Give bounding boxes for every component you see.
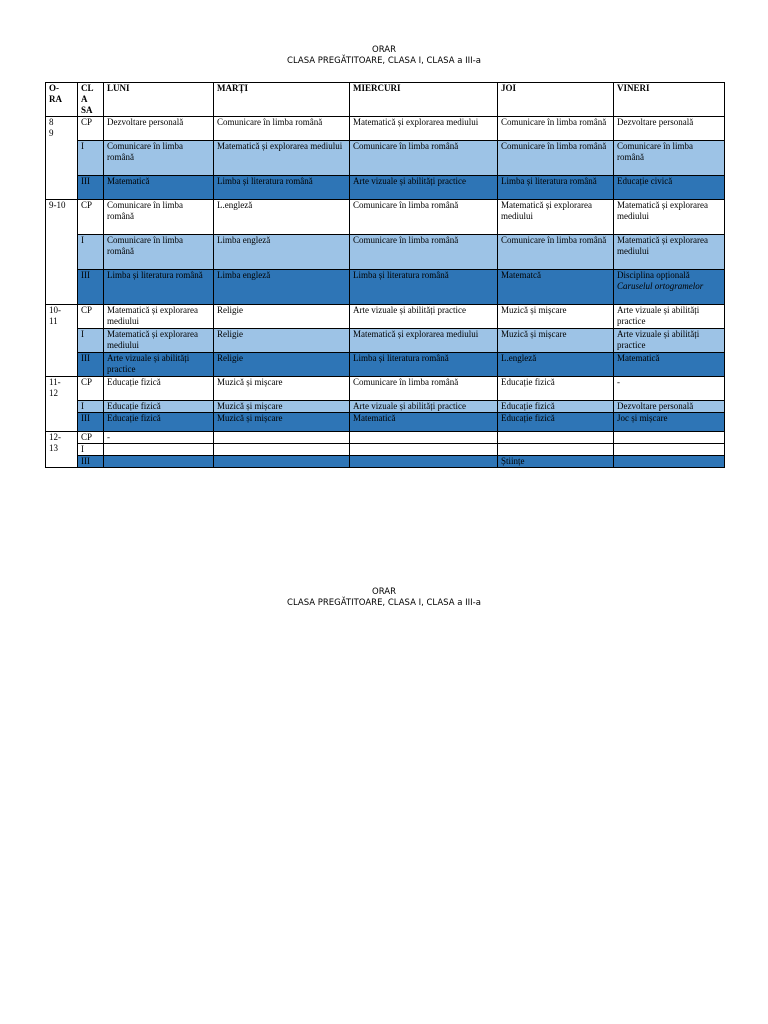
schedule-cell: Educație civică xyxy=(614,176,725,200)
ora-cell: 8 9 xyxy=(46,117,78,200)
header-miercuri: MIERCURI xyxy=(350,83,498,117)
schedule-cell: Matematică xyxy=(104,176,214,200)
schedule-cell: Matematică și explorarea mediului xyxy=(350,117,498,141)
table-row xyxy=(46,235,725,270)
optional-discipline-cell xyxy=(614,270,725,305)
schedule-cell: Matematică și explorarea mediului xyxy=(104,329,214,353)
schedule-cell: Educație fizică xyxy=(498,377,614,401)
title-line-1: ORAR xyxy=(372,587,396,597)
schedule-cell: Educație fizică xyxy=(498,413,614,432)
schedule-cell: Matematică și explorarea mediului xyxy=(614,200,725,235)
schedule-cell: Religie xyxy=(214,329,350,353)
schedule-cell: Arte vizuale și abilități practice xyxy=(614,305,725,329)
table-row xyxy=(46,377,725,401)
ora-cell: 9-10 xyxy=(46,200,78,305)
title-line-2: CLASA PREGĂTITOARE, CLASA I, CLASA a III-a xyxy=(287,598,481,608)
page-title-bottom xyxy=(0,587,768,609)
clasa-cell: III xyxy=(78,353,104,377)
schedule-cell xyxy=(498,432,614,444)
table-row xyxy=(46,353,725,377)
table-row xyxy=(46,444,725,456)
schedule-cell: Arte vizuale și abilități practice xyxy=(350,305,498,329)
schedule-cell: Muzică și mișcare xyxy=(498,329,614,353)
schedule-cell: Comunicare în limba română xyxy=(214,117,350,141)
schedule-cell: Religie xyxy=(214,305,350,329)
schedule-cell: Muzică și mișcare xyxy=(214,401,350,413)
schedule-cell xyxy=(350,432,498,444)
schedule-cell: Dezvoltare personală xyxy=(614,401,725,413)
schedule-cell: Arte vizuale și abilități practice xyxy=(350,176,498,200)
clasa-cell: I xyxy=(78,401,104,413)
schedule-cell: Matematică și explorarea mediului xyxy=(104,305,214,329)
clasa-cell: CP xyxy=(78,432,104,444)
schedule-cell xyxy=(214,444,350,456)
schedule-cell xyxy=(214,456,350,468)
clasa-cell: I xyxy=(78,235,104,270)
schedule-cell: Matematică xyxy=(614,353,725,377)
schedule-cell: Comunicare în limba română xyxy=(498,141,614,176)
schedule-cell: Joc și mișcare xyxy=(614,413,725,432)
schedule-cell: Matematică și explorarea mediului xyxy=(350,329,498,353)
header-row xyxy=(46,83,725,117)
clasa-cell: III xyxy=(78,176,104,200)
table-row xyxy=(46,413,725,432)
schedule-cell: Matematică și explorarea mediului xyxy=(614,235,725,270)
clasa-cell: CP xyxy=(78,305,104,329)
table-row xyxy=(46,200,725,235)
schedule-cell: Dezvoltare personală xyxy=(614,117,725,141)
table-row xyxy=(46,305,725,329)
schedule-cell: Arte vizuale și abilități practice xyxy=(104,353,214,377)
header-ora: O- RA xyxy=(46,83,78,117)
schedule-cell: Matematică și explorarea mediului xyxy=(498,200,614,235)
schedule-cell: Comunicare în limba română xyxy=(614,141,725,176)
clasa-cell: CP xyxy=(78,377,104,401)
schedule-cell: Limba și literatura română xyxy=(214,176,350,200)
schedule-cell: Comunicare în limba română xyxy=(350,200,498,235)
schedule-cell: Educație fizică xyxy=(104,413,214,432)
schedule-cell: Educație fizică xyxy=(104,401,214,413)
header-vineri: VINERI xyxy=(614,83,725,117)
schedule-cell: Arte vizuale și abilități practice xyxy=(614,329,725,353)
table-row xyxy=(46,401,725,413)
schedule-cell: Limba și literatura română xyxy=(350,270,498,305)
schedule-cell: Religie xyxy=(214,353,350,377)
schedule-cell: Științe xyxy=(498,456,614,468)
optional-discipline-name: Caruselul ortogramelor xyxy=(617,281,704,291)
table-row xyxy=(46,432,725,444)
clasa-cell: CP xyxy=(78,117,104,141)
table-row xyxy=(46,117,725,141)
schedule-cell: Limba și literatura română xyxy=(350,353,498,377)
title-line-2: CLASA PREGĂTITOARE, CLASA I, CLASA a III-a xyxy=(287,56,481,66)
header-clasa: CL A SA xyxy=(78,83,104,117)
timetable xyxy=(45,82,725,468)
clasa-cell: III xyxy=(78,456,104,468)
clasa-cell: III xyxy=(78,270,104,305)
schedule-cell: Comunicare în limba română xyxy=(104,235,214,270)
schedule-cell: Comunicare în limba română xyxy=(498,117,614,141)
title-line-1: ORAR xyxy=(372,45,396,55)
schedule-cell: Limba și literatura română xyxy=(104,270,214,305)
optional-discipline-label: Disciplina opțională xyxy=(617,270,690,280)
clasa-cell: III xyxy=(78,413,104,432)
schedule-cell: Matematică și explorarea mediului xyxy=(214,141,350,176)
ora-cell: 10- 11 xyxy=(46,305,78,377)
header-marti: MARȚI xyxy=(214,83,350,117)
schedule-cell: L.engleză xyxy=(498,353,614,377)
schedule-cell xyxy=(614,456,725,468)
schedule-cell: Matematică xyxy=(350,413,498,432)
schedule-cell xyxy=(498,444,614,456)
table-row xyxy=(46,270,725,305)
table-row xyxy=(46,176,725,200)
schedule-cell: Comunicare în limba română xyxy=(350,377,498,401)
schedule-cell xyxy=(104,456,214,468)
schedule-cell: Educație fizică xyxy=(498,401,614,413)
schedule-cell: Muzică și mișcare xyxy=(214,377,350,401)
ora-cell: 11- 12 xyxy=(46,377,78,432)
schedule-cell: Matematcă xyxy=(498,270,614,305)
table-row xyxy=(46,329,725,353)
clasa-cell: I xyxy=(78,444,104,456)
schedule-cell: Comunicare în limba română xyxy=(350,235,498,270)
schedule-cell: Limba și literatura română xyxy=(498,176,614,200)
table-row xyxy=(46,456,725,468)
schedule-cell: L.engleză xyxy=(214,200,350,235)
schedule-cell xyxy=(350,456,498,468)
schedule-cell xyxy=(214,432,350,444)
clasa-cell: CP xyxy=(78,200,104,235)
schedule-cell: Educație fizică xyxy=(104,377,214,401)
schedule-cell xyxy=(614,432,725,444)
schedule-cell: Muzică și mișcare xyxy=(498,305,614,329)
page-title-top xyxy=(0,45,768,67)
header-joi: JOI xyxy=(498,83,614,117)
schedule-cell: Muzică și mișcare xyxy=(214,413,350,432)
header-luni: LUNI xyxy=(104,83,214,117)
clasa-cell: I xyxy=(78,141,104,176)
schedule-cell: - xyxy=(614,377,725,401)
schedule-cell: Dezvoltare personală xyxy=(104,117,214,141)
schedule-cell: - xyxy=(104,432,214,444)
ora-cell: 12- 13 xyxy=(46,432,78,468)
table-row xyxy=(46,141,725,176)
schedule-cell: Comunicare în limba română xyxy=(498,235,614,270)
schedule-cell: Comunicare în limba română xyxy=(104,200,214,235)
schedule-cell xyxy=(104,444,214,456)
clasa-cell: I xyxy=(78,329,104,353)
schedule-cell: Limba engleză xyxy=(214,235,350,270)
schedule-cell xyxy=(350,444,498,456)
schedule-cell: Limba engleză xyxy=(214,270,350,305)
schedule-cell xyxy=(614,444,725,456)
schedule-cell: Arte vizuale și abilități practice xyxy=(350,401,498,413)
schedule-cell: Comunicare în limba română xyxy=(350,141,498,176)
schedule-cell: Comunicare în limba română xyxy=(104,141,214,176)
